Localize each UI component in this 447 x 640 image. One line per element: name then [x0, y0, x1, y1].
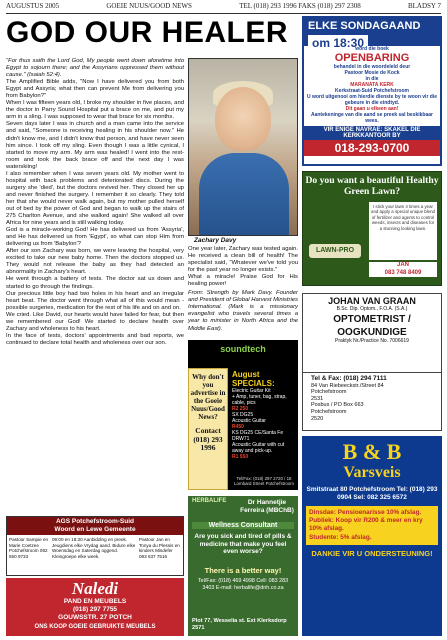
- ad-offer: Studente: 5% afslag.: [309, 533, 372, 541]
- ad-line: MARANATA KERK: [350, 82, 394, 88]
- ad-practice-number: Praktyk Nr./Practice No. 7006619: [335, 338, 409, 344]
- article-paragraph: Seven days later I was in church and a man came into the service and said, "Someone is receiving healing in his shoulder now." He didn't know me, and I didn't know that person, and have never seen him since. I took off my sling. Even though I was a little cynical, I started to move my arm. My arm was healed! I went into the rest-room and took the back brace off and the next day I was waterskiing!: [6, 121, 184, 170]
- ad-item: Acoustic Guitar: [232, 418, 266, 424]
- ad-line: Pastoor Mosie de Kock: [344, 70, 400, 76]
- ad-enquiries: VIR ENIGE NAVRAE: SKAKEL DIE KERKKANTOOR BY: [304, 126, 440, 140]
- ad-description: I stick your lawn 4 times a year and apply a special unique blend of fertilizer and agents to control weeds, insects and diseases for a stunning looking lawn.: [369, 202, 437, 260]
- ad-phone: Tel & Fax: (018) 294 7111: [311, 375, 387, 382]
- ad-specials: [232, 370, 296, 460]
- ad-line: word die boek: [355, 46, 389, 52]
- article-paragraph: When I was fifteen years old, I broke my shoulder in five places, and the doctor in Parry Sound Hospital put a brace on me, and put my arm in a sling. I was supposed to wear that brace for six months.: [6, 100, 184, 121]
- ad-address-line: 84 Van Riebeeckstr./Street 84: [311, 382, 384, 389]
- ad-address: Smitstraat 80 Potchefstroom Tel: (018) 293 0904 Sel: 082 325 6572: [306, 486, 438, 501]
- ad-contact: Tel/Fax: (018) 469 4998 Cell: 083 283 3403 E-mail: herbalife@dnh.co.za: [197, 578, 289, 591]
- ad-line: Dit gaan u elkeen aan!: [345, 106, 399, 112]
- furniture-ad: [6, 578, 184, 636]
- ad-price: R450: [232, 424, 244, 430]
- optometrist-ad: [302, 293, 442, 373]
- ad-address-line: Posbus / PO Box 663: [311, 402, 364, 409]
- ad-item: SX DG25: [232, 412, 254, 418]
- ad-name: Varsveis: [343, 464, 401, 481]
- ad-heading-line: Woord en Lewe Gemeente: [54, 526, 136, 533]
- ad-description: Are you sick and tired of pills & medicine that make you feel even worse?: [194, 533, 292, 556]
- page-header: [6, 2, 441, 13]
- article-paragraph: We cried. Like David, our hearts would have failed for fear, but then we remembered our God! We started to declare health over Zachary and wholeness to his heart.: [6, 311, 184, 332]
- ad-pastor-left: Pastoor Sampie en Marie Coetzee Potchefstroom 082 550 9733: [9, 537, 49, 559]
- ad-time: om 18:30: [308, 35, 368, 51]
- article-body: [6, 58, 184, 347]
- header-contact: TEL (018) 293 1996 FAKS (018) 297 2308: [239, 2, 361, 10]
- ad-price: R1 550: [232, 454, 249, 460]
- ad-item: Electric Guitar Kit: [232, 388, 271, 394]
- soundtech-logo: soundtech: [220, 344, 266, 354]
- church-service-ad: [302, 16, 442, 166]
- ad-slogan: ONS KOOP GOEIE GEBRUIKTE MEUBELS: [34, 624, 156, 630]
- article-lead: "For thus saith the Lord God, My people went down aforetime into Egypt to sojourn there; and the Assyrians oppressed them without cause." (Isaiah 52:4).: [6, 58, 184, 79]
- ad-offer: Dinsdae: Pensioenarisse 10% afslag.: [309, 509, 422, 516]
- ad-address-line: Potchefstroom: [311, 408, 347, 415]
- ad-banner-title: ELKE SONDAGAAND: [308, 20, 421, 32]
- ad-name: Naledi: [71, 579, 119, 598]
- article-paragraph: One year later, Zachary was tested again. He received a clean bill of health! The specialist said, "Whatever we've told you for the past year no longer exists.": [188, 246, 298, 274]
- ad-line: Aantekeninge van die aand se preek sal beskikbaar wees.: [310, 112, 433, 124]
- ad-name: Dr Hannetjie Ferreira (MBChB): [240, 499, 294, 514]
- ad-address: GOUWSSTR. 27 POTCH: [58, 614, 132, 621]
- ad-address: Plot 77, Wesselia st. Ext Klerksdorp 2571: [192, 618, 287, 632]
- butchery-ad: [302, 436, 442, 636]
- article-paragraph: What a miracle! Praise God for His healing power!: [188, 274, 298, 288]
- ad-subheading: Wellness Consultant: [192, 522, 294, 529]
- author-bio: From: Strength by Mark Davy. Founder and President of Global Harvest Ministries International. (Mark is a missionary evangelist who travels several times a year to minister in North Africa and the Middle East).: [188, 290, 299, 332]
- ad-logo: B & B: [342, 439, 402, 464]
- ad-line: PAND EN MEUBELS: [63, 598, 127, 605]
- ad-contact: Contact (018) 293 1996: [193, 426, 223, 452]
- article-column-two: [188, 246, 298, 333]
- header-publication: GOEIE NUUS/GOOD NEWS: [106, 2, 192, 10]
- congregation-ad: [6, 516, 184, 576]
- photo-shirt: [199, 153, 289, 236]
- article-paragraph: The Amplified Bible adds, "Now I have delivered you from both Egypt and Assyria; what then can prevent Me from delivering you from Babylon?": [6, 79, 184, 100]
- ad-line: behandel in die woordeleld deur: [333, 64, 411, 70]
- ad-phone: 083 748 8409: [384, 269, 422, 276]
- photo-face: [215, 87, 271, 151]
- optometrist-contact: [302, 373, 442, 431]
- ad-pastor-right: Pastoor Jan en Tonya du Plessis en kinders Misdefer 083 637 7516: [139, 537, 180, 559]
- article-paragraph: He went through a battery of tests. The doctor sat us down and started to go through the findings.: [6, 276, 184, 290]
- header-date: AUGUSTUS 2005: [6, 2, 60, 10]
- article-paragraph: God is a miracle-working God! He has delivered us from 'Assyria', and He has delivered us from 'Egypt', so what can stop Him from delivering us from 'Babylon'?: [6, 227, 184, 248]
- ad-heading: Why don't you advertise in the Goeie Nuus/Good News?: [190, 373, 226, 421]
- lawn-ad: [302, 171, 442, 286]
- ad-contact-name: JAN: [396, 262, 409, 268]
- article-paragraph: Our precious little boy had two holes in his heart and an irregular heart beat. The doctor went through what all of this would mean - possible surgeries, medication for the rest of his life and on and on.: [6, 290, 184, 311]
- ad-address-line: 2531: [311, 395, 324, 402]
- ad-heading: OPTOMETRIST /: [333, 314, 411, 325]
- ad-address-line: 2520: [311, 415, 324, 422]
- article-title: GOD OUR HEALER: [6, 16, 289, 49]
- ad-heading: OPENBARING: [334, 52, 410, 64]
- ad-contact: [369, 262, 437, 277]
- ad-line: Kerkstraat-Suid Potchefstroom: [335, 88, 409, 94]
- ad-address-line: Potchefstroom: [311, 389, 347, 396]
- photo-caption: Zachary Davy: [194, 237, 237, 244]
- header-page-number: BLADSY 7: [407, 2, 441, 10]
- article-paragraph: After our son Zachary was born, we were leaving the hospital, very excited to take our new baby home. Then the doctors stopped us. They would not release the baby as they had detected an abnormality in Zachary's heart.: [6, 248, 184, 276]
- ad-heading: [7, 517, 183, 535]
- article-paragraph: In the face of tests, doctors' appointments and bad reports, we continued to declare total health and wholeness over our son.: [6, 332, 184, 346]
- ad-name: JOHAN VAN GRAAN: [328, 296, 416, 306]
- ad-item: Acoustic Guitar with cut away and pick-up.: [232, 442, 285, 454]
- article-photo: [188, 58, 298, 236]
- ad-phone: 018-293-0700: [304, 140, 440, 156]
- advertise-with-us-ad: [188, 368, 228, 490]
- ad-content: [7, 535, 183, 561]
- ad-phone: (018) 297 7755: [72, 606, 118, 613]
- header-rule: [6, 13, 441, 14]
- lawn-pro-logo: LAWN-PRO: [309, 244, 361, 258]
- herbalife-logo: HERBALIFE: [192, 498, 227, 504]
- ad-schedule: 09:00 en 18:30 Aanbidding en preek. Jeugdiens elke Vrydag aand. Bidure elke Woensdag en Saterdag oggend. Kleingroepe elke week.: [52, 537, 136, 559]
- ad-price: R2 250: [232, 406, 249, 412]
- ad-address: Tel/Fax: (018) 297 2720 / 18 Lombard Street Potchefstroom: [234, 475, 294, 486]
- ad-heading: August SPECIALS:: [232, 370, 275, 388]
- article-paragraph: I also remember when I was seven years old. My mother went to hospital with back problems and deteriorated discs. During the surgery she 'died', but the doctors revived her. They closed her up and never finished the surgery. I remember it so clearly. They told her that she would never walk again, but my mother pulled herself out of bed by the power of God and began to walk up the stairs of 275 Charlton Avenue, and she walked again! She walked all over Africa for nine years and is still walking today.: [6, 170, 184, 227]
- ad-heading: OOGKUNDIGE: [337, 327, 407, 338]
- ad-line: U word uitgenooi om hierdie dienste by te woon vir die gebeure in die eindtyd.: [306, 94, 437, 106]
- herbalife-ad: [188, 496, 298, 636]
- ad-qualifications: B.Sc. Dip. Optom., F.O.A. (S.A.): [336, 306, 408, 312]
- ad-heading: There is a better way!: [204, 566, 282, 575]
- ad-item: KS DG25 CE/Santa Fe DRW71: [232, 430, 284, 442]
- ad-item: + Amp, tuner, bag, strap, cable, pics: [232, 394, 287, 406]
- ad-thanks: DANKIE VIR U ONDERSTEUNING!: [311, 548, 433, 558]
- ad-heading: Do you want a beautiful Healthy Green Lawn?: [305, 175, 439, 197]
- ad-offer: Publiek: Koop vir R200 & meer en kry 10% afslag.: [309, 517, 423, 533]
- ad-offers: [306, 506, 438, 545]
- ad-heading-line: AGS Potchefstroom-Suid: [55, 518, 134, 525]
- ad-line: in die: [365, 76, 379, 82]
